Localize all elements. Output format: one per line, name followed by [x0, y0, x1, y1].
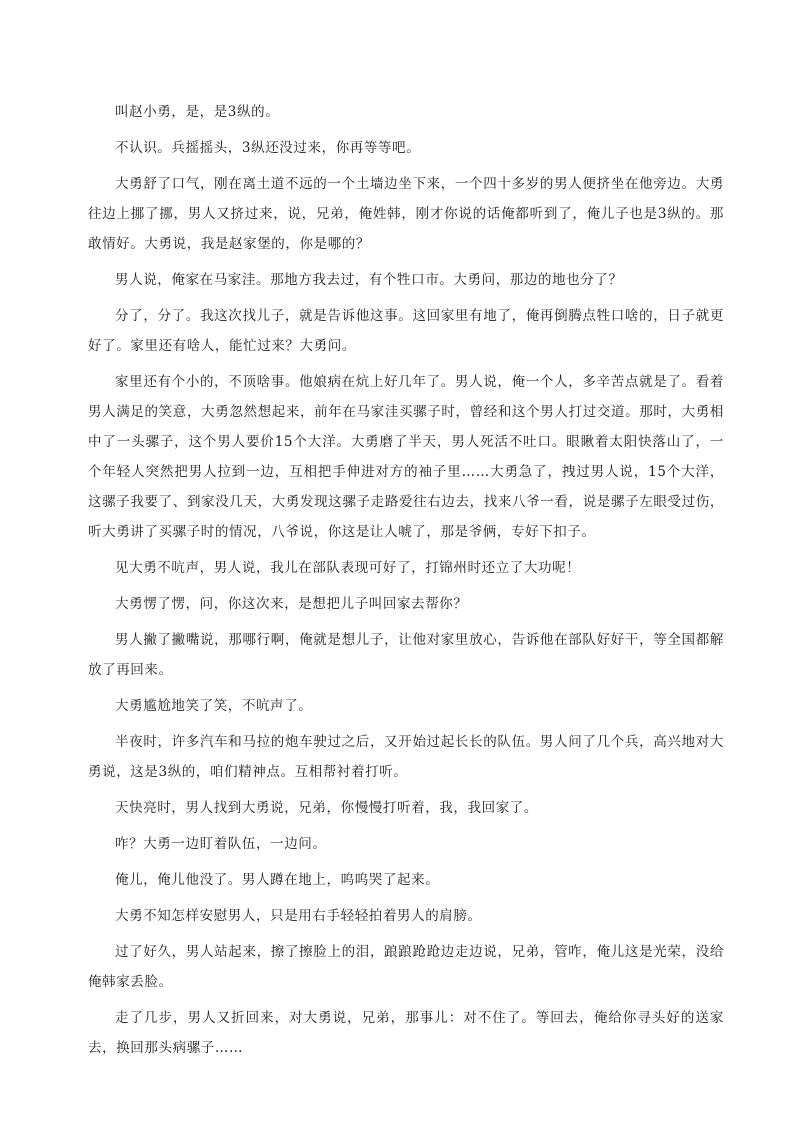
paragraph: 见大勇不吭声，男人说，我儿在部队表现可好了，打锦州时还立了大功呢！: [115, 560, 581, 576]
paragraph: 过了好久，男人站起来，擦了擦脸上的泪，踉踉跄跄边走边说，兄弟，管咋，俺儿这是光荣，没给俺韩家丢脸。: [88, 944, 724, 990]
paragraph: 不认识。兵摇摇头，3纵还没过来，你再等等吧。: [115, 140, 421, 156]
story-body: [88, 97, 724, 1063]
paragraph: 咋？大勇一边盯着队伍，一边问。: [115, 836, 327, 852]
paragraph: 走了几步，男人又折回来，对大勇说，兄弟，那事儿：对不住了。等回去，俺给你寻头好的送家去，换回那头病骡子……: [88, 1010, 724, 1056]
paragraph: 分了，分了。我这次找儿子，就是告诉他这事。这回家里有地了，俺再倒腾点牲口啥的，日子就更好了。家里还有啥人，能忙过来？大勇问。: [88, 308, 724, 354]
paragraph: 天快亮时，男人找到大勇说，兄弟，你慢慢打听着，我，我回家了。: [115, 800, 538, 816]
paragraph: 大勇不知怎样安慰男人，只是用右手轻轻拍着男人的肩膀。: [115, 908, 482, 924]
paragraph: 男人撇了撇嘴说，那哪行啊，俺就是想儿子，让他对家里放心，告诉他在部队好好干，等全国都解放了再回来。: [88, 632, 724, 678]
paragraph: 大勇尴尬地笑了笑，不吭声了。: [115, 698, 313, 714]
paragraph: 俺儿，俺儿他没了。男人蹲在地上，呜呜哭了起来。: [115, 872, 440, 888]
paragraph: 叫赵小勇，是，是3纵的。: [115, 104, 280, 120]
paragraph: 半夜时，许多汽车和马拉的炮车驶过之后，又开始过起长长的队伍。男人问了几个兵，高兴地对大勇说，这是3纵的，咱们精神点。互相帮衬着打听。: [88, 734, 724, 780]
paragraph: 男人说，俺家在马家洼。那地方我去过，有个牲口市。大勇问，那边的地也分了？: [115, 272, 623, 288]
paragraph: 家里还有个小的，不顶啥事。他娘病在炕上好几年了。男人说，俺一个人，多辛苦点就是了。看着男人满足的笑意，大勇忽然想起来，前年在马家洼买骡子时，曾经和这个男人打过交道。那时，大勇相中了一头骡子，这个男人要价15个大洋。大勇磨了半天，男人死活不吐口。眼瞅着太阳快落山了，一个年轻人突然把男人拉到一边，互相把手伸进对方的袖子里……大勇急了，拽过男人说，15个大洋，这骡子我要了、到家没几天，大勇发现这骡子走路爱往右边去，找来八爷一看，说是骡子左眼受过伤，听大勇讲了买骡子时的情况，八爷说，你这是让人唬了，那是爷俩，专好下扣子。: [88, 374, 724, 540]
paragraph: 大勇愣了愣，问，你这次来，是想把儿子叫回家去帮你？: [115, 596, 468, 612]
paragraph: 大勇舒了口气，刚在离土道不远的一个土墙边坐下来，一个四十多岁的男人便挤坐在他旁边。大勇往边上挪了挪，男人又挤过来，说，兄弟，俺姓韩，刚才你说的话俺都听到了，俺儿子也是3纵的。那敢情好。大勇说，我是赵家堡的，你是哪的？: [88, 176, 724, 252]
